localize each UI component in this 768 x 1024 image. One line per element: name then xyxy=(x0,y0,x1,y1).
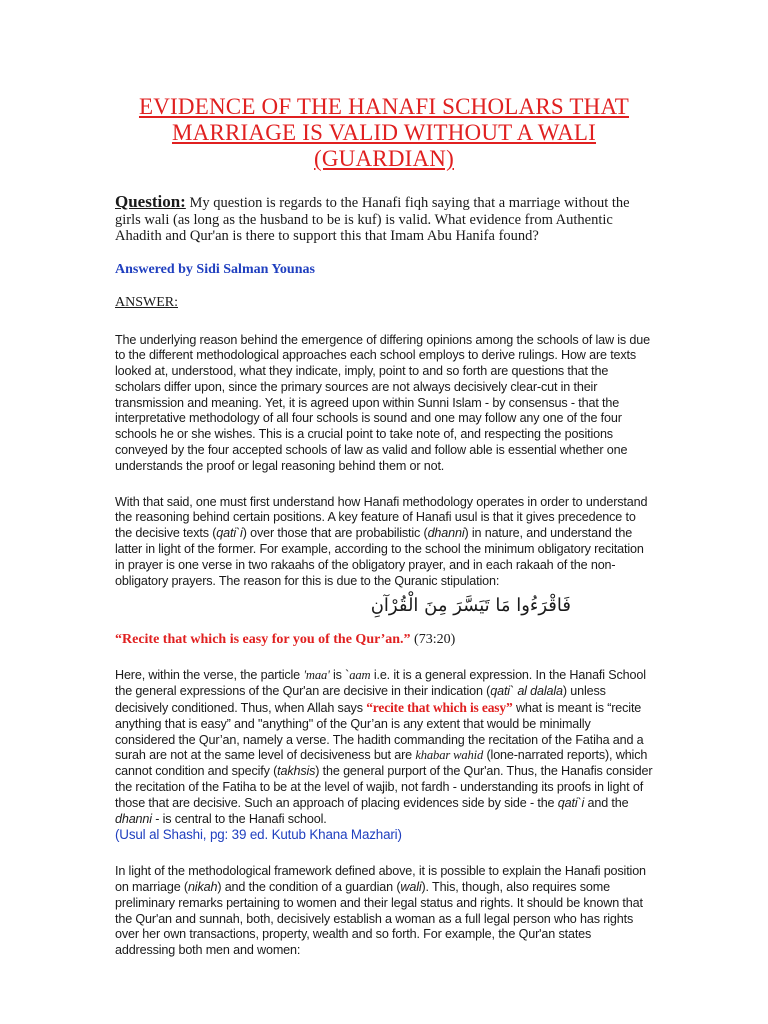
verse-quote: “Recite that which is easy for you of the Qur’an.” xyxy=(115,632,411,648)
source-reference: (Usul al Shashi, pg: 39 ed. Kutub Khana Mazhari) xyxy=(115,827,402,843)
page-title: EVIDENCE OF THE HANAFI SCHOLARS THAT MARRIAGE IS VALID WITHOUT A WALI (GUARDIAN) xyxy=(138,94,629,171)
answered-by: Answered by Sidi Salman Younas xyxy=(115,261,315,277)
verse-translation xyxy=(115,632,653,648)
paragraph-1: The underlying reason behind the emergence of differing opinions among the schools of law is due to the different methodological approaches each school employs to derive rulings. How are texts looked at, understood, what they indicate, imply, point to and so forth are questions that the scholars differ upon, since the primary sources are not always decisively clear-cut in their transmission and meaning. Yet, it is agreed upon within Sunni Islam - by consensus - that the interpretative methodology of all four schools is sound and one may follow any one of the four schools he or she wishes. This is a crucial point to take note of, and respecting the positions conveyed by the four accepted schools of law as valid and follow able is essential whether one understands the proof or legal reasoning behind them or not. xyxy=(115,332,650,473)
verse-reference: (73:20) xyxy=(410,632,456,648)
question-text: My question is regards to the Hanafi fiqh saying that a marriage without the girls wali (as long as the husband to be is kuf) is valid. What evidence from Authentic Ahadith and Qur'an is there to support this that Imam Abu Hanifa found? xyxy=(115,195,630,244)
paragraph-3: Here, within the verse, the particle 'maa' is `aam i.e. it is a general expression. In the Hanafi School the general expressions of the Qur'an are decisive in their indication (qati` al dalala) unless decisively conditioned. Thus, when Allah says “recite that which is easy” what is meant is “recite anything that is easy” and "anything" of the Qur’an is any extent that would be minimally considered the Qur’an, namely a verse. The hadith commanding the recitation of the Fatiha and a surah are not at the same level of decisiveness but are khabar wahid (lone-narrated reports), which cannot condition and specify (takhsis) the general purport of the Qur'an. Thus, the Hanafis consider the recitation of the Fatiha to be at the level of wajib, not fardh - understanding its proofs in light of those that are decisive. Such an approach of placing evidences side by side - the qati`i and the dhanni - is central to the Hanafi school. (Usul al Shashi, pg: 39 ed. Kutub Khana Mazhari) xyxy=(115,668,653,843)
paragraph-2: With that said, one must first understand how Hanafi methodology operates in order to understand the reasoning behind certain positions. A key feature of Hanafi usul is that it gives precedence to the decisive texts (qati`i) over those that are probabilistic (dhanni) in nature, and understand the latter in light of the former. For example, according to the school the minimum obligatory recitation in prayer is one verse in two rakaahs of the obligatory prayer, and in each rakaah of the non-obligatory prayers. The reason for this is due to the Quranic stipulation: xyxy=(115,494,648,588)
emphasis-recite: “recite that which is easy” xyxy=(366,700,513,716)
arabic-verse: فَاقْرَءُوا مَا تَيَسَّرَ مِنَ الْقُرْآنِ xyxy=(370,595,571,617)
answer-label: ANSWER: xyxy=(115,294,178,310)
question-paragraph xyxy=(115,194,653,245)
question-label: Question: xyxy=(115,192,186,211)
paragraph-4: In light of the methodological framework defined above, it is possible to explain the Hanafi position on marriage (nikah) and the condition of a guardian (wali). This, though, also requires some preliminary remarks pertaining to women and their legal status and rights. It should be known that the Qur'an and sunnah, both, decisively establish a woman as a full legal person who has rights over her own transactions, property, wealth and so forth. For example, the Qur'an states addressing both men and women: xyxy=(115,864,646,958)
